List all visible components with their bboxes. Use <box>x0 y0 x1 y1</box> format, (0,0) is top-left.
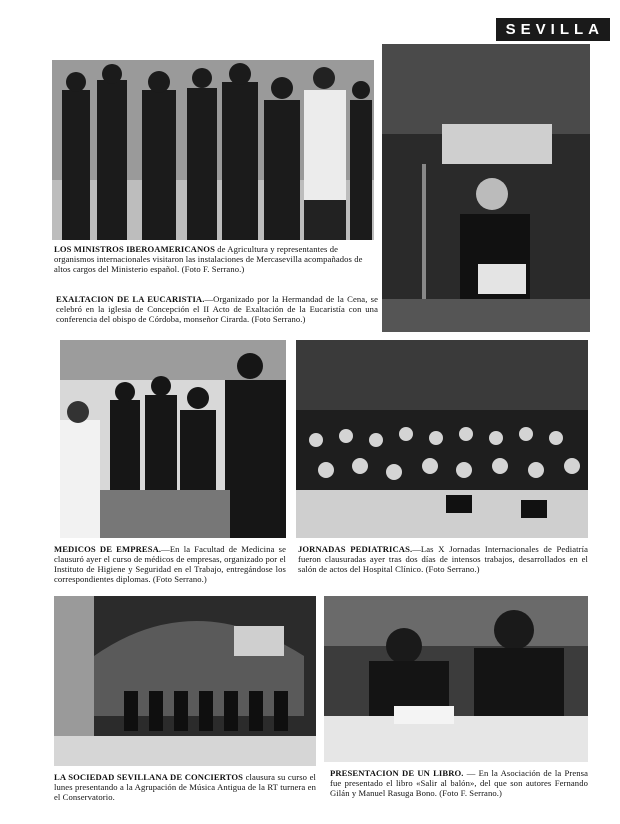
section-badge: SEVILLA <box>494 16 612 43</box>
photo-conciertos <box>54 596 316 766</box>
caption-medicos-lead: MEDICOS DE EMPRESA. <box>54 544 162 554</box>
caption-jornadas-lead: JORNADAS PEDIATRICAS. <box>298 544 413 554</box>
caption-conciertos-text: clausura su curso el lunes presentando a la Agrupación de Música Antigua de la RT turnera en el Conservatorio. <box>54 772 316 802</box>
caption-eucaristia <box>56 294 378 324</box>
caption-ministers <box>54 244 374 274</box>
photo-medicos <box>60 340 286 538</box>
caption-jornadas <box>298 544 588 574</box>
caption-conciertos-lead: LA SOCIEDAD SEVILLANA DE CONCIERTOS <box>54 772 244 782</box>
caption-eucaristia-text: —Organizado por la Hermandad de la Cena, se celebró en la iglesia de Concepción el II Acto de Exaltación de la Eucaristía con una conferencia del obispo de Córdoba, monseñor Cirarda. (Foto Serrano.) <box>56 294 378 324</box>
photo-eucaristia <box>382 44 590 332</box>
caption-conciertos <box>54 772 316 802</box>
caption-ministers-lead: LOS MINISTROS IBEROAMERICANOS <box>54 244 215 254</box>
caption-jornadas-text: —Las X Jornadas Internacionales de Pediatría fueron clausuradas ayer tras dos días de intensos trabajos, desarrollados en el salón de actos del Hospital Clínico. (Foto Serrano.) <box>298 544 588 574</box>
photo-jornadas <box>296 340 588 538</box>
caption-libro-text: — En la Asociación de la Prensa fue presentado el libro «Salir al balón», del que son autores Fernando Gilán y Manuel Rasuga Bono. (Foto F. Serrano.) <box>330 768 588 798</box>
caption-eucaristia-lead: EXALTACION DE LA EUCARISTIA. <box>56 294 205 304</box>
caption-libro-lead: PRESENTACION DE UN LIBRO. <box>330 768 464 778</box>
caption-medicos-text: —En la Facultad de Medicina se clausuró ayer el curso de médicos de empresas, organizado por el Instituto de Higiene y Seguridad en el Trabajo, entregándose los correspondientes diplomas. (Foto Serrano.) <box>54 544 286 584</box>
photo-ministers <box>52 60 374 240</box>
caption-ministers-text: de Agricultura y representantes de organismos internacionales visitaron las instalaciones de Mercasevilla acompañados de altos cargos del Ministerio español. (Foto F. Serrano.) <box>54 244 363 274</box>
photo-libro <box>324 596 588 762</box>
caption-libro <box>330 768 588 798</box>
caption-medicos <box>54 544 286 584</box>
